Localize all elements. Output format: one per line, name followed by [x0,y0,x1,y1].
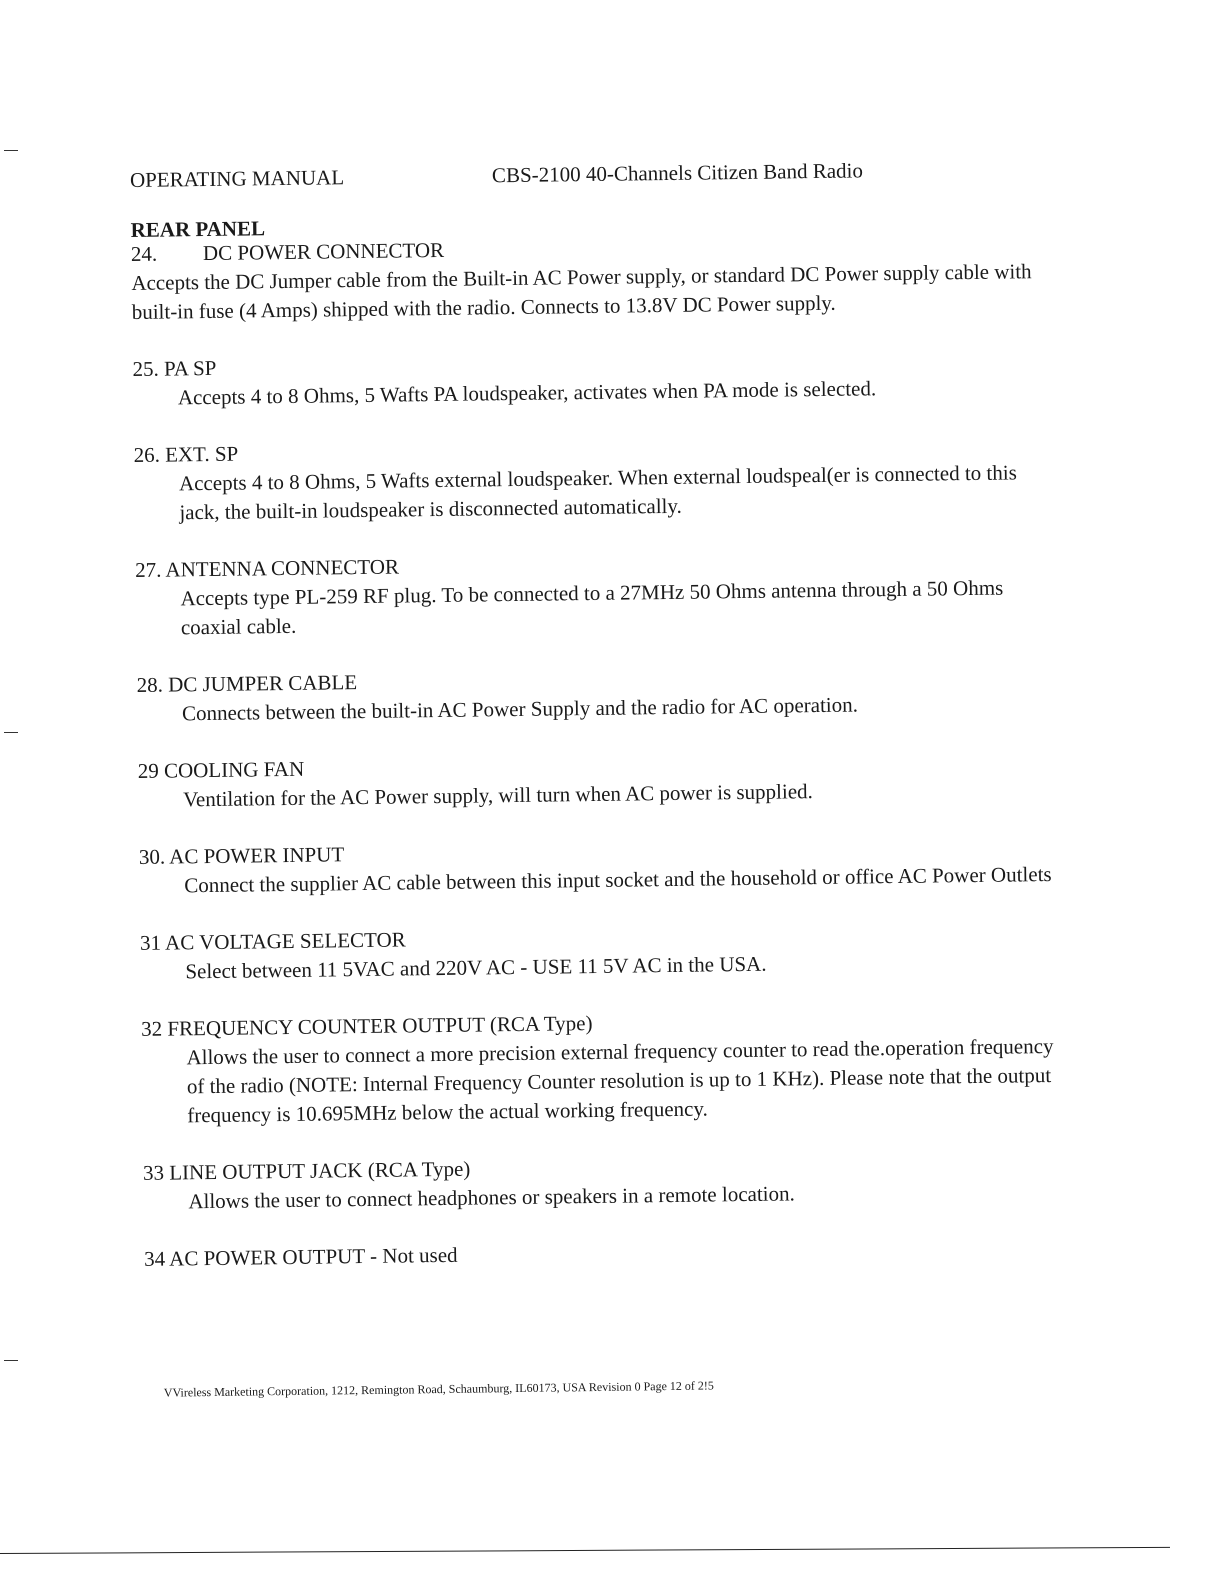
item-title: LINE OUTPUT JACK (RCA Type) [169,1156,471,1185]
item-description: Allows the user to connect headphones or speakers in a remote location. [188,1181,795,1214]
page-header [129,156,1030,192]
item-number: 30. [138,844,166,869]
list-item [132,343,1053,413]
header-manual-title: OPERATING MANUAL [129,165,345,192]
item-number: 27. [134,557,162,582]
list-item [136,659,1057,729]
section-title: REAR PANEL [130,216,266,242]
list-item [144,1233,1064,1274]
item-number: 25. [132,356,159,381]
item-number: 32 [140,1016,163,1041]
item-number: 31 [139,930,162,955]
item-description: Ventilation for the AC Power supply, will turn when AC power is supplied. [182,779,813,812]
item-title: DC JUMPER CABLE [167,670,358,697]
item-title: AC POWER INPUT [169,842,345,869]
item-title: AC POWER OUTPUT - Not used [169,1242,458,1271]
scan-margin-mark [4,150,18,151]
item-title: FREQUENCY COUNTER OUTPUT (RCA Type) [167,1011,593,1041]
list-item [135,544,1056,643]
list-item [133,429,1054,528]
item-description: Connects between the built-in AC Power Supply and the radio for AC operation. [181,692,859,726]
item-title: AC VOLTAGE SELECTOR [164,927,406,955]
item-number: 26. [133,442,161,467]
list-item [143,1147,1064,1217]
item-number: 33 [142,1160,165,1185]
item-description: Accepts 4 to 8 Ohms, 5 Wafts external loudspeaker. When external loudspeal(er is connected to this jack, the built-in loudspeaker is disconnected automatically. [178,460,1017,525]
item-description: Connect the supplier AC cable between this input socket and the household or office AC Power Outlets [184,861,1052,898]
item-title: COOLING FAN [163,756,305,783]
header-product-title: CBS-2100 40-Channels Citizen Band Radio [491,158,864,188]
page-footer: VVireless Marketing Corporation, 1212, Remington Road, Schaumburg, IL60173, USA Revision 0 Page 12 of 2!5 [163,1378,714,1400]
list-item [138,745,1059,815]
item-description: Accepts the DC Jumper cable from the Built-in AC Power supply, or standard DC Power supply cable with built-in fuse (4 Amps) shipped with the radio. Connects to 13.8V DC Power supply. [131,259,1032,324]
item-description: Allows the user to connect a more precision external frequency counter to read the.operation frequency of the radio (NOTE: Internal Frequency Counter resolution is up to 1 KHz). Please note that the output frequency is 10.695MHz below the actual working frequency. [186,1033,1054,1128]
item-list [131,228,1064,1274]
scan-margin-mark [4,1360,18,1361]
item-title: ANTENNA CONNECTOR [165,554,400,582]
item-description: Select between 11 5VAC and 220V AC - USE 11 5V AC in the USA. [185,951,767,984]
item-number: 29 [137,758,159,783]
item-description: Accepts 4 to 8 Ohms, 5 Wafts PA loudspeaker, activates when PA mode is selected. [177,376,877,410]
list-item [141,1003,1062,1131]
item-number: 28. [136,672,164,697]
list-item [140,917,1061,987]
scan-margin-mark [4,732,18,733]
item-title: PA SP [163,355,217,381]
list-item [131,228,1052,327]
item-description: Accepts type PL-259 RF plug. To be connected to a 27MHz 50 Ohms antenna through a 50 Ohms coaxial cable. [180,575,1004,640]
item-title: EXT. SP [164,441,239,467]
item-number: 24. [130,241,158,266]
item-number: 34 [143,1246,166,1271]
item-title: DC POWER CONNECTOR [202,237,445,266]
list-item [139,831,1060,901]
